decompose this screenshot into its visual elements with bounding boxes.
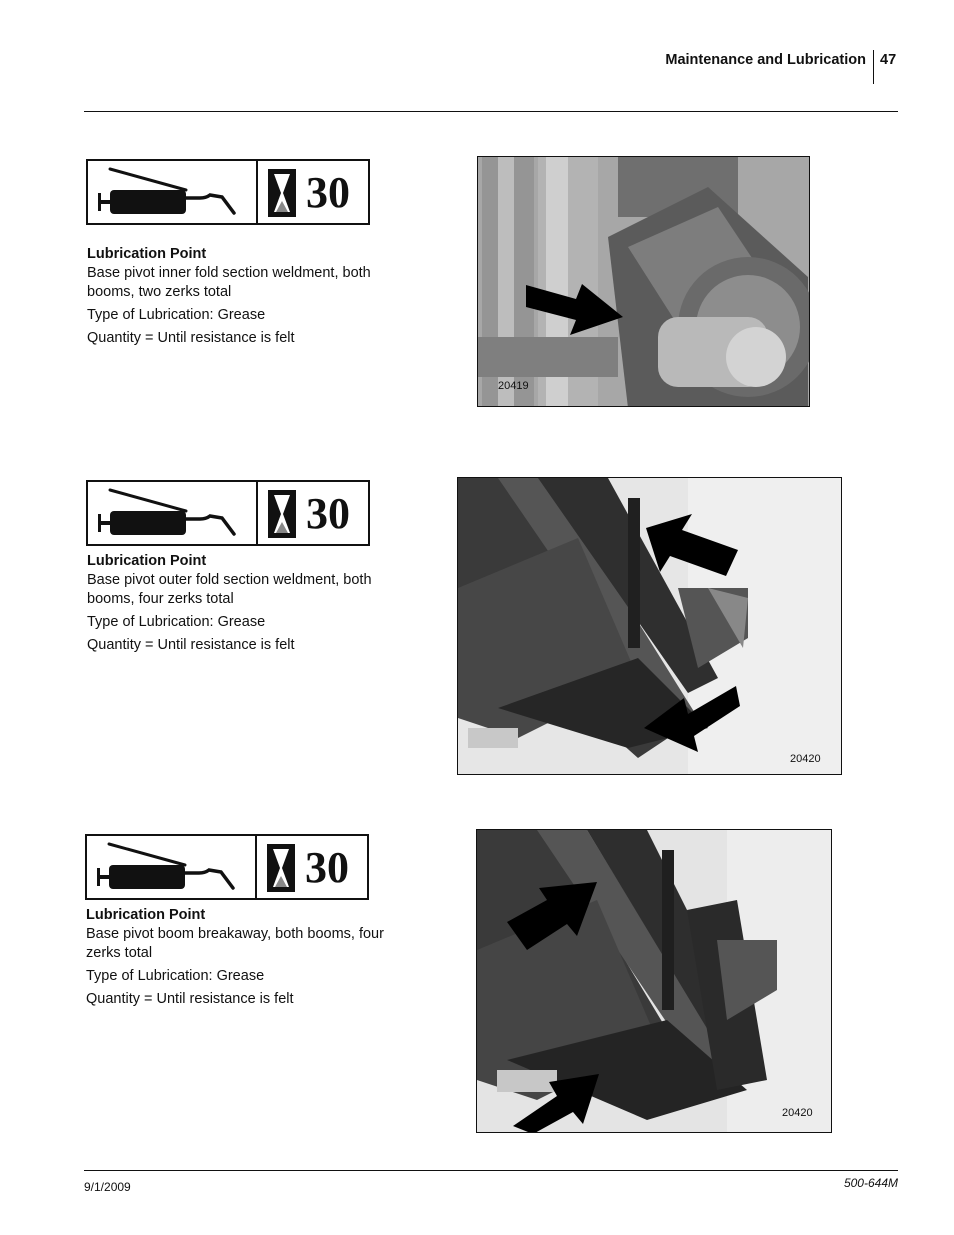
grease-gun-cell (87, 836, 257, 898)
interval-cell (258, 161, 368, 223)
figure-number: 20420 (782, 1107, 813, 1119)
figure-number: 20419 (498, 380, 529, 392)
lube-symbol-box-3 (85, 834, 369, 900)
lube-quantity: Quantity = Until resistance is felt (86, 991, 294, 1007)
grease-gun-cell (88, 161, 258, 223)
lube-point-heading: Lubrication Point (87, 246, 207, 262)
footer-date: 9/1/2009 (84, 1180, 131, 1194)
grease-gun-icon (88, 482, 252, 544)
lube-point-text-3 (86, 906, 416, 1009)
lube-point-text-2 (87, 552, 417, 655)
section-title: Maintenance and Lubrication (665, 52, 866, 68)
grease-gun-icon (87, 836, 251, 898)
figure-number: 20420 (790, 753, 821, 765)
lube-quantity: Quantity = Until resistance is felt (87, 330, 295, 346)
lube-point-heading: Lubrication Point (86, 907, 206, 923)
lube-point-heading: Lubrication Point (87, 553, 207, 569)
lube-symbol-box-1 (86, 159, 370, 225)
photo-20420-a (457, 477, 842, 775)
photo-20419 (477, 156, 810, 407)
lube-symbol-box-2 (86, 480, 370, 546)
page-number: 47 (880, 52, 897, 68)
lube-point-description: Base pivot outer fold section weldment, both booms, four zerks total (87, 572, 372, 607)
lube-type: Type of Lubrication: Grease (87, 614, 266, 630)
header-separator (873, 50, 874, 84)
interval-value: 30 (306, 168, 350, 217)
lube-point-description: Base pivot boom breakaway, both booms, four zerks total (86, 926, 384, 961)
lube-quantity: Quantity = Until resistance is felt (87, 637, 295, 653)
lube-type: Type of Lubrication: Grease (86, 968, 265, 984)
lube-point-text-1 (87, 245, 417, 348)
photo-20420-b (476, 829, 832, 1133)
hourglass-icon (268, 169, 296, 217)
hourglass-icon (267, 844, 295, 892)
interval-value: 30 (305, 843, 349, 892)
hourglass-icon (268, 490, 296, 538)
footer-doc-number: 500-644M (843, 1176, 898, 1190)
footer-rule (84, 1170, 898, 1171)
lube-type: Type of Lubrication: Grease (87, 307, 266, 323)
grease-gun-icon (88, 161, 252, 223)
interval-cell (258, 482, 368, 544)
interval-cell (257, 836, 367, 898)
lube-point-description: Base pivot inner fold section weldment, both booms, two zerks total (87, 265, 371, 300)
grease-gun-cell (88, 482, 258, 544)
interval-value: 30 (306, 489, 350, 538)
header-rule (84, 111, 898, 112)
